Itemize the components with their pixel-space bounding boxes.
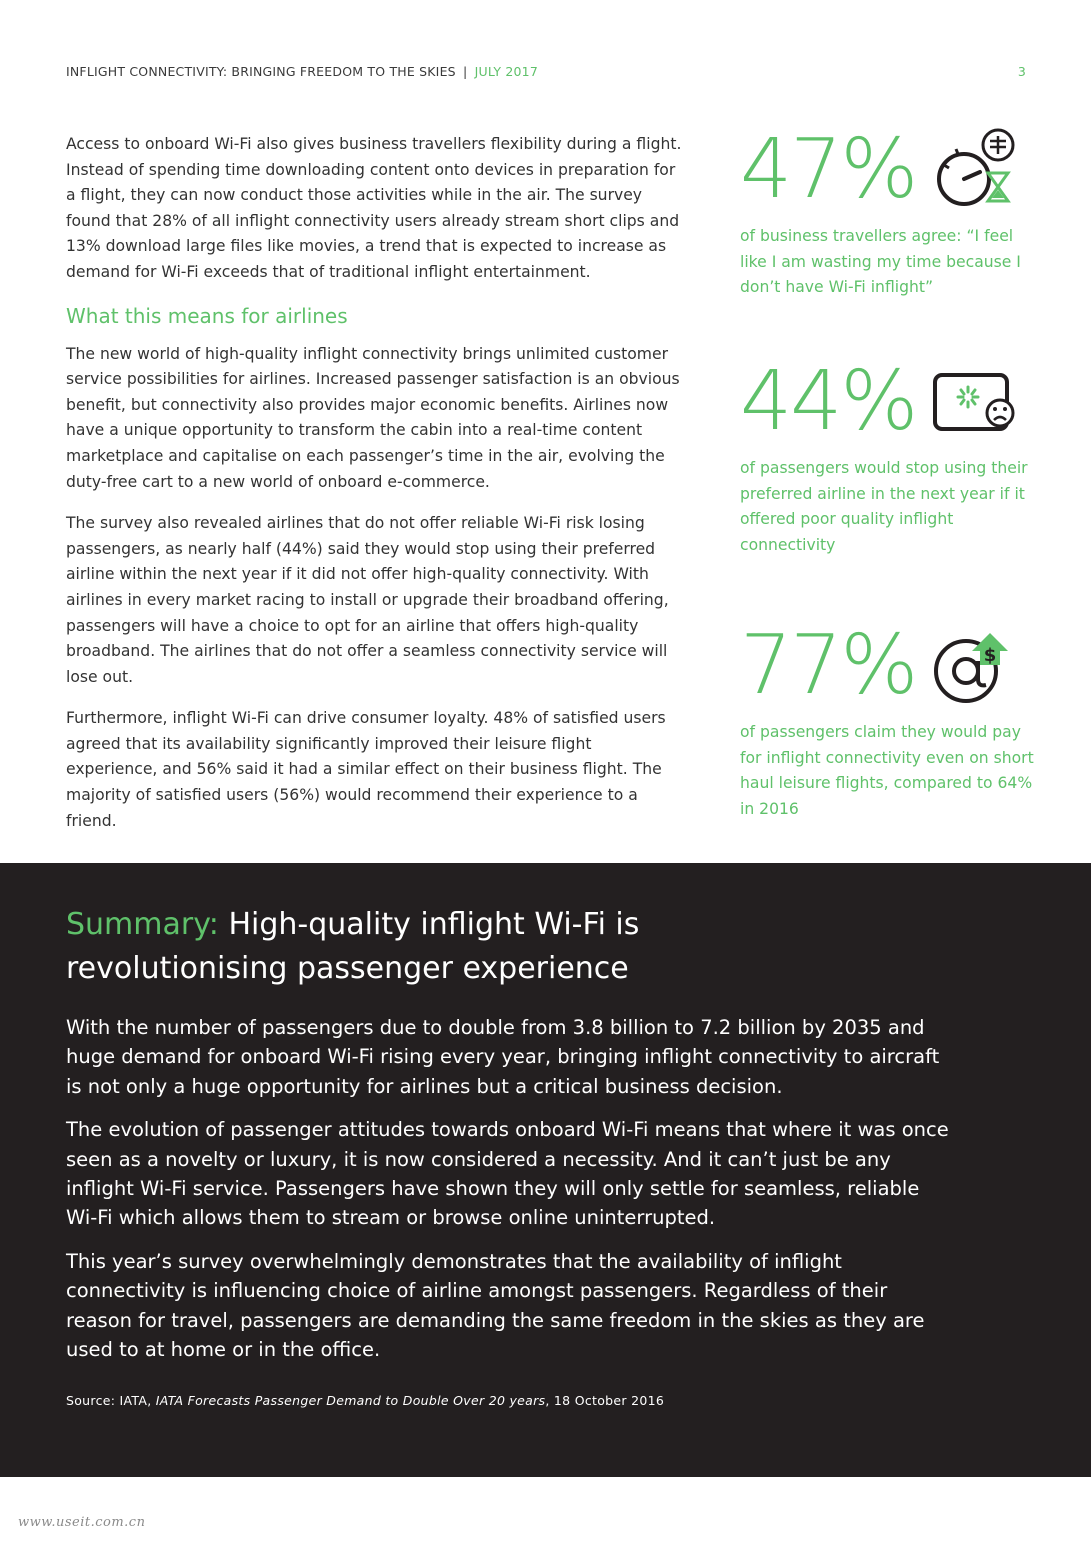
- summary-title-text: High-quality inflight Wi-Fi is revolutionising passenger experience: [66, 907, 640, 986]
- source-prefix: Source: IATA,: [66, 1393, 152, 1408]
- stat-value-3: 77%: [740, 618, 917, 713]
- section-heading: What this means for airlines: [66, 303, 348, 328]
- source-citation: [66, 1393, 664, 1408]
- main-column: [66, 132, 686, 850]
- header-title: INFLIGHT CONNECTIVITY: BRINGING FREEDOM TO THE SKIES: [66, 64, 456, 79]
- summary-paragraph-1: With the number of passengers due to double from 3.8 billion to 7.2 billion by 2035 and huge demand for onboard Wi-Fi rising every year, bringing inflight connectivity to aircraft is not only a huge opportunity for airlines but a critical business decision.: [66, 1016, 940, 1098]
- stat-description-2: of passengers would stop using their preferred airline in the next year if it offered poor quality inflight connectivity: [740, 459, 1028, 554]
- stat-description-1: of business travellers agree: “I feel like I am wasting my time because I don’t have Wi-Fi inflight”: [740, 227, 1021, 297]
- summary-title-prefix: Summary:: [66, 907, 219, 942]
- source-date: , 18 October 2016: [545, 1393, 665, 1408]
- loading-screen-sad-face-icon: [932, 359, 1018, 445]
- body-paragraph-2: The new world of high-quality inflight connectivity brings unlimited customer service possibilities for airlines. Increased passenger satisfaction is an obvious benefit, but connectivity also provides major economic benefits. Airlines now have a unique opportunity to transform the cabin into a real-time content marketplace and capitalise on each passenger’s time in the air, evolving the duty-free cart to a new world of onboard e-commerce.: [66, 344, 680, 491]
- body-paragraph-3: The survey also revealed airlines that do not offer reliable Wi-Fi risk losing passengers, as nearly half (44%) said they would stop using their preferred airline within the next year if it did not offer high-quality connectivity. With airlines in every market racing to install or upgrade their broadband offering, passengers will have a choice to opt for an airline that offers high-quality broadband. The airlines that do not offer a seamless connectivity service will lose out.: [66, 514, 669, 686]
- header-date: JULY 2017: [474, 64, 538, 79]
- stat-value-2: 44%: [740, 354, 917, 449]
- stat-block-3: [740, 620, 1040, 822]
- stopwatch-hourglass-icon: [932, 127, 1018, 213]
- page-header: [66, 64, 1026, 79]
- summary-paragraph-3: This year’s survey overwhelmingly demonstrates that the availability of inflight connectivity is influencing choice of airline amongst passengers. Regardless of their reason for travel, passengers are demanding the same freedom in the skies as they are used to at home or in the office.: [66, 1249, 925, 1362]
- page-number: 3: [1017, 64, 1026, 79]
- summary-title: [66, 903, 706, 991]
- stat-description-3: of passengers claim they would pay for inflight connectivity even on short haul leisure flights, compared to 64% in 2016: [740, 723, 1034, 818]
- summary-paragraph-2: The evolution of passenger attitudes towards onboard Wi-Fi means that where it was once seen as a novelty or luxury, it is now considered a necessity. And it can’t just be any inflight Wi-Fi service. Passengers have shown they will only settle for seamless, reliable Wi-Fi which allows them to stream or browse online uninterrupted.: [66, 1118, 949, 1230]
- watermark: www.useit.com.cn: [18, 1515, 146, 1530]
- body-paragraph-4: Furthermore, inflight Wi-Fi can drive consumer loyalty. 48% of satisfied users agreed that its availability significantly improved their leisure flight experience, and 56% said it had a similar effect on their business flight. The majority of satisfied users (56%) would recommend their experience to a friend.: [66, 709, 666, 830]
- stat-block-1: [740, 124, 1040, 301]
- svg-text:$: $: [984, 645, 997, 666]
- source-title: IATA Forecasts Passenger Demand to Double Over 20 years: [155, 1393, 546, 1408]
- stat-value-1: 47%: [740, 122, 917, 217]
- stat-block-2: [740, 356, 1040, 558]
- header-separator: |: [463, 64, 468, 79]
- body-paragraph-1: Access to onboard Wi-Fi also gives business travellers flexibility during a flight. Instead of spending time downloading content onto devices in preparation for a flight, they can now conduct those activities while in the air. The survey found that 28% of all inflight connectivity users already stream short clips and 13% download large files like movies, a trend that is expected to increase as demand for Wi-Fi exceeds that of traditional inflight entertainment.: [66, 135, 682, 281]
- at-sign-dollar-icon: [932, 623, 1018, 709]
- summary-body: [66, 1013, 956, 1378]
- summary-panel: [0, 863, 1091, 1477]
